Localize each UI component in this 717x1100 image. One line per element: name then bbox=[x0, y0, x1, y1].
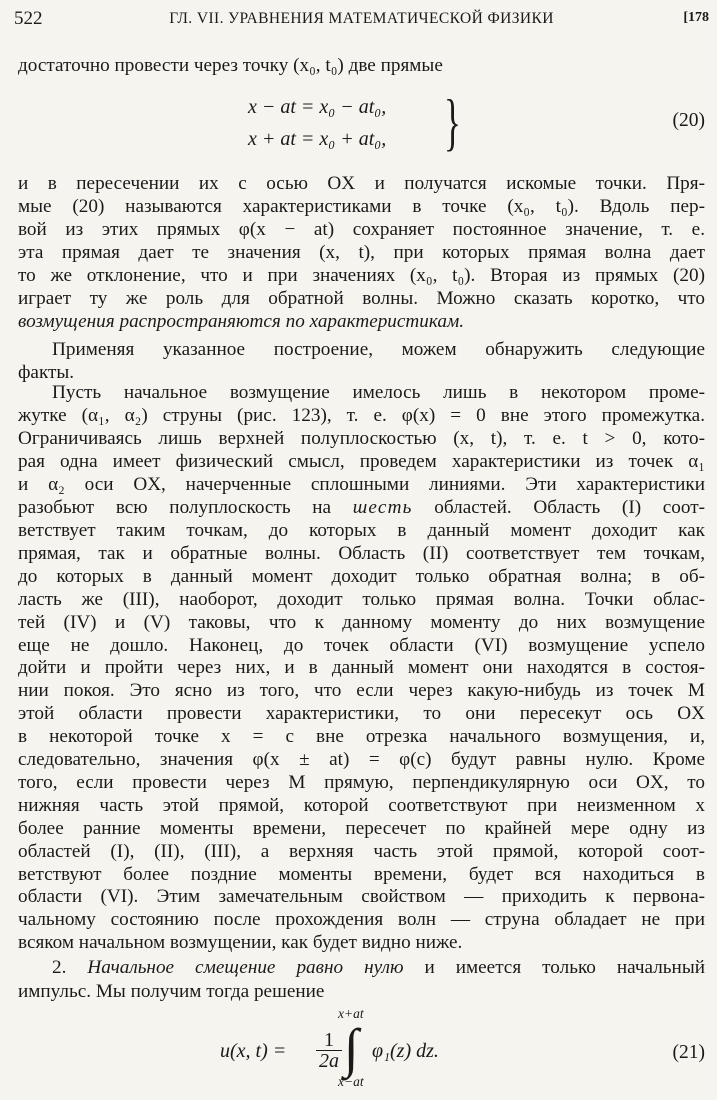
emphasized-word-six: шесть bbox=[352, 497, 413, 518]
text-line: нии покоя. Это ясно из того, что если через какую-нибудь из точек M bbox=[18, 680, 705, 702]
text-line: всяком начальном возмущении, как будет видно ниже. bbox=[18, 932, 463, 954]
formula-20-brace: } bbox=[444, 86, 461, 157]
text-line: мые (20) называются характеристиками в точке (x₀, t₀). Вдоль пер- bbox=[18, 196, 705, 217]
equation-number-21: (21) bbox=[672, 1042, 705, 1063]
text-line: еще не дошло. Наконец, до точек области (VI) возмущение успело bbox=[18, 634, 705, 656]
text-line: эта прямая дает те значения (x, t), при которых прямая волна дает bbox=[18, 242, 705, 263]
formula-21-integrand: φ₁(z) dz. bbox=[372, 1040, 439, 1062]
paragraph-characteristics-italic-line: возмущения распространяются по характеристикам. bbox=[18, 311, 465, 332]
chapter-title: ГЛ. VII. УРАВНЕНИЯ МАТЕМАТИЧЕСКОЙ ФИЗИКИ bbox=[169, 10, 554, 27]
intro-line: достаточно провести через точку (x₀, t₀) две прямые bbox=[18, 55, 443, 76]
formula-20-line-1: x − at = x₀ − at₀, bbox=[248, 96, 387, 118]
paragraph-line-six-regions: разобьют всю полуплоскость на шесть областей. Область (I) соот- bbox=[18, 497, 706, 518]
text-line: Пусть начальное возмущение имелось лишь в некотором проме- bbox=[52, 382, 705, 403]
running-head bbox=[14, 8, 709, 34]
formula-20 bbox=[248, 86, 708, 160]
text-line: рая одна имеет физический смысл, проведем характеристики из точек α₁ bbox=[18, 451, 705, 472]
fraction-numerator: 1 bbox=[316, 1030, 342, 1051]
integral-upper-limit: x+at bbox=[338, 1006, 364, 1021]
text-line: ветствуют более поздние моменты времени, будет вся находиться в bbox=[18, 863, 705, 885]
text-line: ласть же (III), наоборот, доходит только прямая волна. Точки облас- bbox=[18, 588, 705, 610]
text-line: области (VI). Этим замечательным свойством — приходить к первона- bbox=[18, 886, 705, 908]
text-line: в некоторой точке x = c вне отрезка начального возмущения, и, bbox=[18, 726, 705, 748]
section-reference: [178 bbox=[683, 10, 709, 25]
text-line: Применяя указанное построение, можем обнаружить следующие bbox=[52, 339, 705, 360]
integral-sign: ∫ bbox=[344, 1018, 359, 1078]
text-line: и α₂ оси OX, начерченные сплошными линиями. Эти характеристики bbox=[18, 474, 705, 495]
text-line: нижняя часть этой прямой, которой соответствуют при неизменном x bbox=[18, 794, 705, 816]
fraction-denominator: 2a bbox=[319, 1050, 339, 1072]
italic-phrase-zero-displacement: Начальное смещение равно нулю bbox=[87, 957, 404, 978]
text-line: прямая, так и обратные волны. Область (II) соответствует тем точкам, bbox=[18, 542, 705, 564]
text-line: ветствует таким точкам, до которых в данный момент доходит как bbox=[18, 520, 705, 541]
text-line: факты. bbox=[18, 362, 75, 383]
text-line: играет ту же роль для обратной волны. Можно сказать коротко, что bbox=[18, 288, 705, 309]
text-line: дойти и пройти через них, и в данный момент они находятся в состоя- bbox=[18, 657, 705, 679]
text-line: то же отклонение, что и при значениях (x₀, t₀). Вторая из прямых (20) bbox=[18, 265, 705, 286]
text-line: вой из этих прямых φ(x − at) сохраняет постоянное значение, т. е. bbox=[18, 219, 705, 240]
formula-21-lhs: u(x, t) = bbox=[220, 1040, 287, 1062]
text-line: областей (I), (II), (III), а верхняя часть этой прямой, которой соот- bbox=[18, 840, 705, 862]
page-number: 522 bbox=[14, 8, 43, 29]
formula-21-fraction bbox=[316, 1030, 342, 1071]
text-line: до которых в данный момент доходит только обратная волна; в об- bbox=[18, 565, 705, 587]
paragraph-zero-displacement: 2. Начальное смещение равно нулю и имеется только начальный bbox=[52, 957, 705, 978]
integral-lower-limit: x−at bbox=[338, 1074, 364, 1089]
text-line: этой области провести характеристики, то они пересекут ось OX bbox=[18, 703, 705, 725]
equation-number-20: (20) bbox=[672, 110, 705, 131]
formula-20-line-2: x + at = x₀ + at₀, bbox=[248, 128, 387, 150]
text-line: чальному состоянию после прохождения волн — струна обладает не при bbox=[18, 909, 705, 931]
text-line: тей (IV) и (V) таковы, что к данному моменту до них возмущение bbox=[18, 611, 705, 633]
formula-21 bbox=[220, 1006, 710, 1094]
text-line: и в пересечении их с осью OX и получатся искомые точки. Пря- bbox=[18, 173, 705, 194]
text-line: Ограничиваясь лишь верхней полуплоскостью (x, t), т. е. t > 0, кото- bbox=[18, 428, 705, 449]
paragraph-zero-displacement-line-2: импульс. Мы получим тогда решение bbox=[18, 981, 325, 1002]
text-line: того, если провести через M прямую, перпендикулярную оси OX, то bbox=[18, 771, 705, 793]
text-line: жутке (α₁, α₂) струны (рис. 123), т. е. φ(x) = 0 вне этого промежутка. bbox=[18, 405, 705, 426]
text-line: следовательно, значения φ(x ± at) = φ(c) будут равны нулю. Кроме bbox=[18, 749, 705, 770]
text-line: более ранние моменты времени, пересечет по крайней мере одну из bbox=[18, 817, 705, 839]
